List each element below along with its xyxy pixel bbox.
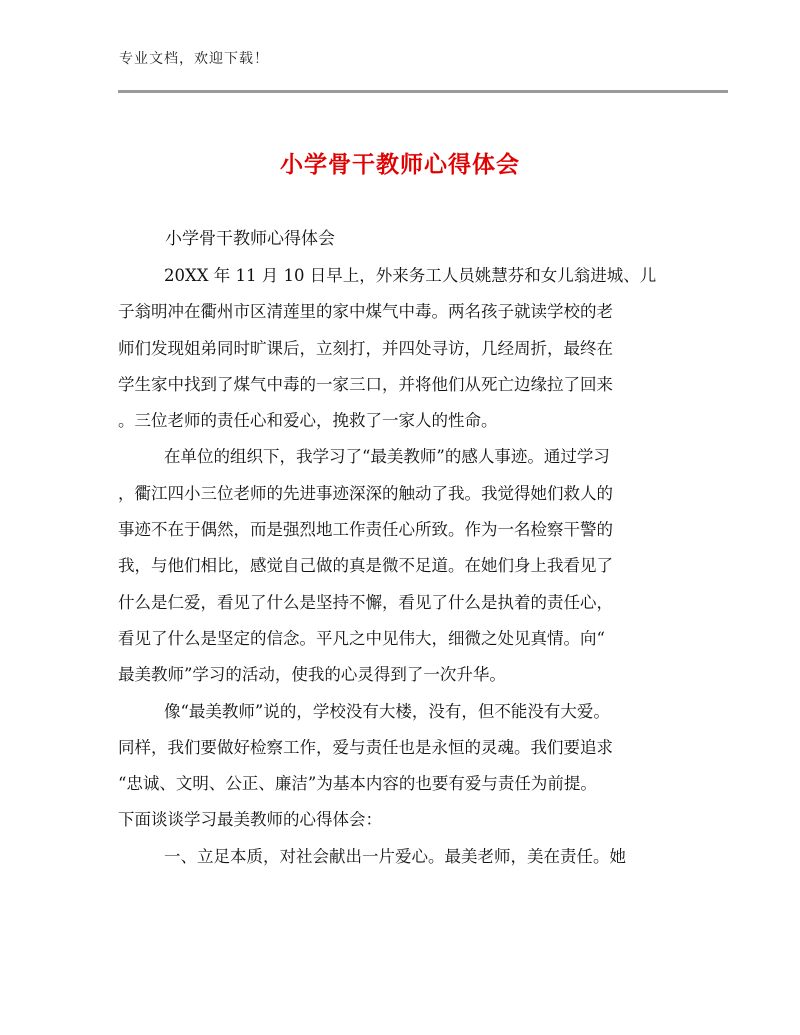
- document-subtitle: 小学骨干教师心得体会: [165, 229, 335, 249]
- paragraph-line: 。三位老师的责任心和爱心，挽救了一家人的性命。: [118, 411, 498, 431]
- paragraph-line: 事迹不在于偶然，而是强烈地工作责任心所致。作为一名检察干警的: [118, 520, 613, 540]
- paragraph-line: 下面谈谈学习最美教师的心得体会：: [118, 810, 382, 830]
- header-note: 专业文档，欢迎下载！: [119, 51, 269, 67]
- paragraph-line: 我，与他们相比，感觉自己做的真是微不足道。在她们身上我看见了: [118, 556, 613, 576]
- paragraph-line: 师们发现姐弟同时旷课后，立刻打，并四处寻访，几经周折，最终在: [118, 338, 613, 358]
- paragraph-line: “忠诚、文明、公正、廉洁”为基本内容的也要有爱与责任为前提。: [118, 774, 597, 794]
- paragraph-line: 20XX 年 11 月 10 日早上，外来务工人员姚慧芬和女儿翁进城、儿: [164, 266, 657, 285]
- document-title: 小学骨干教师心得体会: [280, 152, 520, 178]
- document-body: [118, 258, 678, 875]
- paragraph-line: 学生家中找到了煤气中毒的一家三口，并将他们从死亡边缘拉了回来: [118, 374, 613, 394]
- paragraph-line: 最美教师”学习的活动，使我的心灵得到了一次升华。: [118, 665, 506, 685]
- paragraph-line: 同样，我们要做好检察工作，爱与责任也是永恒的灵魂。我们要追求: [118, 737, 613, 757]
- paragraph-line: 子翁明冲在衢州市区清莲里的家中煤气中毒。两名孩子就读学校的老: [118, 302, 613, 322]
- paragraph-line: 在单位的组织下，我学习了“最美教师”的感人事迹。通过学习: [164, 447, 610, 467]
- paragraph-line: 像“最美教师”说的，学校没有大楼，没有，但不能没有大爱。: [164, 701, 610, 721]
- paragraph-line: 看见了什么是坚定的信念。平凡之中见伟大，细微之处见真情。向“: [118, 628, 605, 648]
- paragraph-line: 什么是仁爱，看见了什么是坚持不懈，看见了什么是执着的责任心，: [118, 592, 613, 612]
- paragraph-line: ，衢江四小三位老师的先进事迹深深的触动了我。我觉得她们救人的: [118, 483, 613, 503]
- header-divider: [118, 90, 728, 93]
- paragraph-line: 一、立足本质，对社会献出一片爱心。最美老师，美在责任。她: [164, 846, 626, 866]
